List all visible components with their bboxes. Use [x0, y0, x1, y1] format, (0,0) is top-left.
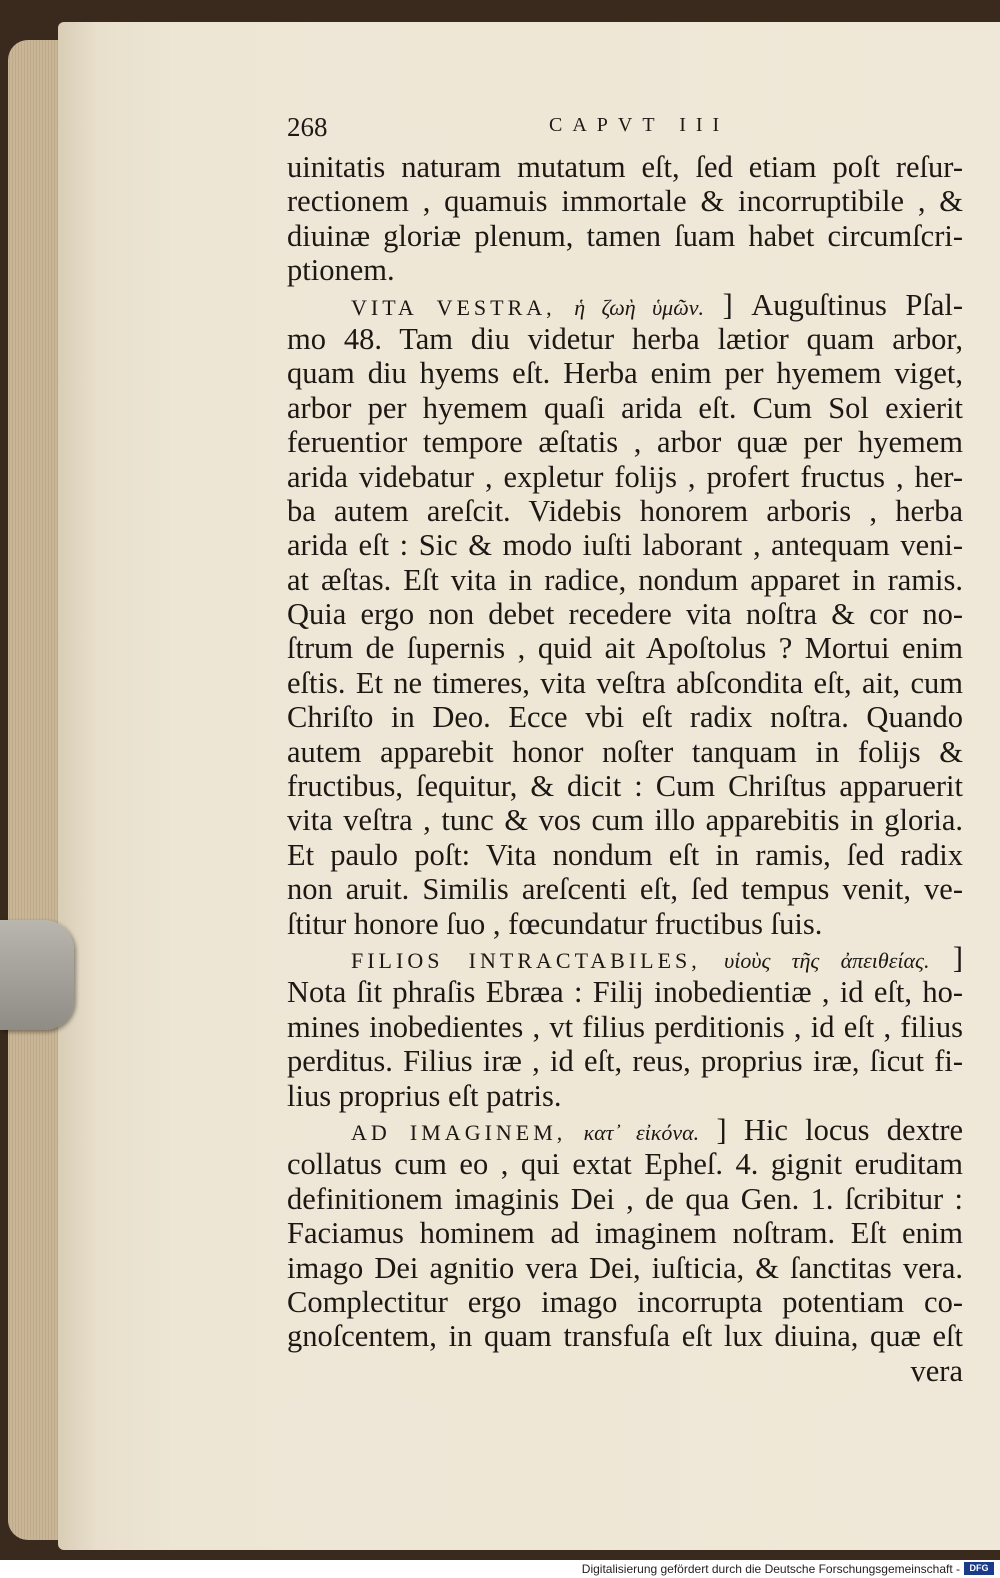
lemma: FILIOS INTRACTABILES,: [351, 947, 701, 973]
footer-bar: [0, 1560, 1000, 1578]
text-line: non aruit. Similis areſcenti eſt, ſed tempus venit, ve-: [287, 872, 963, 907]
text-line: eſtis. Et ne timeres, vita veſtra abſcondita eſt, ait, cum: [287, 665, 963, 700]
text-line: feruentior tempore æſtatis , arbor quæ per hyemem: [287, 425, 963, 460]
lemma-bracket: ]: [952, 940, 964, 975]
text-line: arbor per hyemem quaſi arida eſt. Cum Sol exierit: [287, 390, 963, 425]
text-line: quam diu hyems eſt. Herba enim per hyemem viget,: [287, 356, 963, 391]
text-line: ba autem areſcit. Videbis honorem arboris , herba: [287, 493, 963, 528]
lemma-line: [287, 288, 963, 322]
text-line: Complectitur ergo imago incorrupta potentiam co-: [287, 1284, 963, 1319]
text-line: uinitatis naturam mutatum eſt, ſed etiam poſt reſur-: [287, 150, 963, 184]
text-line: autem apparebit honor noſter tanquam in folijs &: [287, 734, 963, 769]
text-line: vita veſtra , tunc & vos cum illo apparebitis in gloria.: [287, 803, 963, 838]
lemma-continuation: ] Auguſtinus Pſal-: [722, 287, 964, 322]
text-line: Et paulo poſt: Vita nondum eſt in ramis, ſed radix: [287, 837, 963, 872]
greek-lemma: υἱοὺς τῆς ἀπειθείας.: [724, 947, 930, 973]
text-line: gnoſcentem, in quam transfuſa eſt lux diuina, quæ eſt: [287, 1319, 963, 1354]
lemma: VITA VESTRA,: [351, 294, 556, 320]
text-line: rectionem , quamuis immortale & incorruptibile , &: [287, 184, 963, 219]
lemma-line: [287, 941, 963, 975]
text-line: diuinæ gloriæ plenum, tamen ſuam habet circumſcri-: [287, 218, 963, 253]
footer-credit: Digitalisierung gefördert durch die Deutsche Forschungsgemeinschaft -: [581, 1562, 960, 1576]
text-line: ptionem.: [287, 253, 395, 288]
text-line: Nota ſit phraſis Ebræa : Filij inobedientiæ , id eſt, ho-: [287, 975, 963, 1010]
greek-lemma: ἡ ζωὴ ὑμῶν.: [574, 294, 705, 320]
text-line: ſtrum de ſupernis , quid ait Apoſtolus ? Mortui enim: [287, 631, 963, 666]
text-line: mines inobedientes , vt filius perditionis , id eſt , filius: [287, 1009, 963, 1044]
text-line: at æſtas. Eſt vita in radice, nondum apparet in ramis.: [287, 562, 963, 597]
page-number: 268: [287, 112, 328, 142]
text-line: definitionem imaginis Dei , de qua Gen. 1. ſcribitur :: [287, 1181, 963, 1216]
text-line: perditus. Filius iræ , id eſt, reus, proprius iræ, ſicut fi-: [287, 1044, 963, 1079]
text-line: lius proprius eſt patris.: [287, 1078, 562, 1113]
text-line: Quia ergo non debet recedere vita noſtra & cor no-: [287, 597, 963, 632]
lemma-continuation: ] Hic locus dextre: [716, 1112, 964, 1147]
text-line: imago Dei agnitio vera Dei, iuſticia, & ſanctitas vera.: [287, 1250, 963, 1285]
text-line: fructibus, ſequitur, & dicit : Cum Chriſtus apparuerit: [287, 769, 963, 804]
book-clip: [0, 920, 74, 1030]
dfg-logo: DFG: [964, 1562, 994, 1575]
text-line: arida eſt : Sic & modo iuſti laborant , antequam veni-: [287, 528, 963, 563]
greek-lemma: κατ᾽ εἰκόνα.: [583, 1119, 700, 1145]
catchword: vera: [910, 1353, 963, 1388]
text-line: ſtitur honore ſuo , fœcundatur fructibus ſuis.: [287, 906, 823, 941]
page-header: [287, 112, 963, 152]
running-head: CAPVT III: [549, 114, 730, 136]
text-line: arida videbatur , expletur folijs , profert fructus , her-: [287, 459, 963, 494]
text-line: Chriſto in Deo. Ecce vbi eſt radix noſtra. Quando: [287, 700, 963, 735]
lemma: AD IMAGINEM,: [351, 1119, 567, 1145]
lemma-line: [287, 1113, 963, 1147]
text-line: Faciamus hominem ad imaginem noſtram. Eſt enim: [287, 1216, 963, 1251]
body-text: [287, 150, 963, 1388]
text-line: mo 48. Tam diu videtur herba lætior quam arbor,: [287, 321, 963, 356]
text-line: collatus cum eo , qui extat Epheſ. 4. gignit eruditam: [287, 1147, 963, 1182]
